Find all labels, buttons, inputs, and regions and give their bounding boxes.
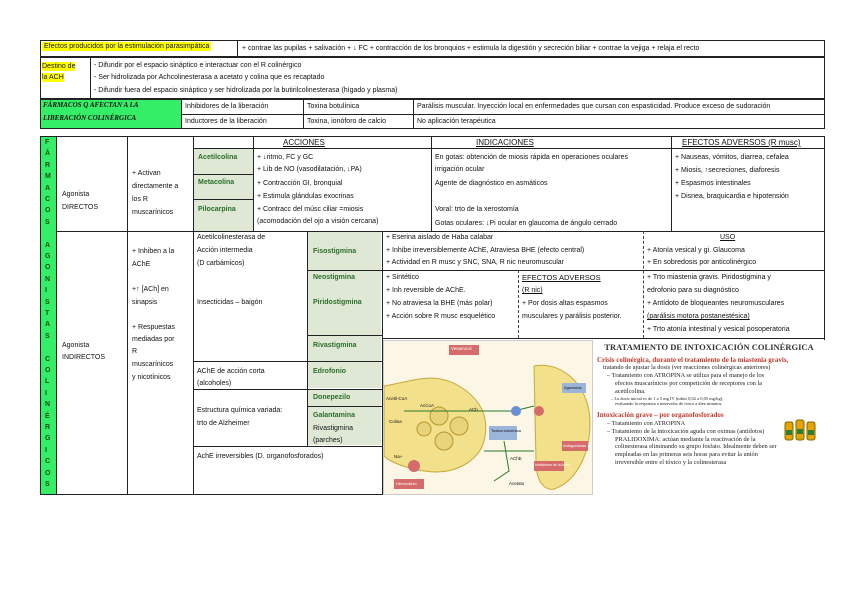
indicacion-3: Agente de diagnóstico en asmáticos <box>435 180 548 187</box>
diag-label-ach: ACh <box>469 407 478 412</box>
uso-fiso-1: + Atonía vesical y gi. Glaucoma <box>647 247 745 254</box>
tox-grave-1: – Tratamiento con ATROPINA <box>607 419 686 427</box>
vertical-letter: L <box>45 378 50 386</box>
neo-note-2: + Inh reversible de AChE. <box>386 287 466 294</box>
diag-label-inhibidores: Inhibidores de la AChE <box>535 463 571 467</box>
indirectos-mech-5: + Respuestas <box>132 324 175 331</box>
directos-mech-4: muscarínicos <box>132 209 174 216</box>
vertical-letter: A <box>45 241 51 249</box>
efectos-header: EFECTOS ADVERSOS (R musc) <box>682 138 801 147</box>
vertical-letter: F <box>45 139 50 146</box>
tox-grave-6: irreversible entre el tóxico y la colinesterasa <box>615 459 727 467</box>
vertical-letter: S <box>45 332 50 340</box>
destino-item-1: - Difundir por el espacio sináptico e interactuar con el R colinérgico <box>94 62 302 69</box>
vertical-letter: C <box>45 458 51 466</box>
neo-note-4: + Acción sobre R musc esquelético <box>386 313 496 320</box>
farmacos-label-2: LIBERACIÓN COLINÉRGICA <box>43 114 137 122</box>
inter-label-3: (D carbámicos) <box>197 260 245 267</box>
drug-acetilcolina: Acetilcolina <box>198 154 238 161</box>
vertical-letter: S <box>45 298 50 306</box>
ea-note-1: + Por dosis altas espasmos <box>522 300 608 307</box>
neo-uso-4: (parálisis motora postanestésica) <box>647 313 750 320</box>
tox-title: TRATAMIENTO DE INTOXICACIÓN COLINÉRGICA <box>604 342 814 352</box>
ea-sub: (R nic) <box>522 287 543 294</box>
fiso-note-2: + Inhibe irreversiblemente AChE, Atraviesa BHE (efecto central) <box>386 247 585 254</box>
efecto-3: + Espasmos intestinales <box>675 180 751 187</box>
indirectos-label-1: Agonista <box>62 342 90 349</box>
drug-donepezilo: Donepezilo <box>313 394 351 401</box>
vertical-letter: S <box>45 481 50 488</box>
drug-metacolina: Metacolina <box>198 179 235 186</box>
neo-note-1: + Sintético <box>386 274 419 281</box>
indirectos-mech-4: sinapsis <box>132 299 158 306</box>
tox-grave-5: empleadas en las primeras seis horas para evitar la unión <box>615 451 758 459</box>
farmacos-agent-1: Toxina botulínica <box>307 103 360 110</box>
indicacion-2: irrigación ocular <box>435 166 485 173</box>
uso-fiso-2: + En sobredosis por anticolinérgico <box>647 259 757 266</box>
indicacion-4: Voral: trto de la xerostomía <box>435 206 519 213</box>
vertical-letter: É <box>45 412 50 420</box>
destino-item-2: - Ser hidrolizada por Achcolinesterasa a acetato y colina que es recaptado <box>94 74 325 81</box>
alz-1: Estructura química variada: <box>197 407 283 414</box>
diag-label-na: Na+ <box>394 454 403 459</box>
tox-crisis-4: – La dosis inicial es de 1 a 5 mg IV (niños 0,02 a 0,05 mg/kg), <box>611 395 724 401</box>
neo-note-3: + No atraviesa la BHE (más polar) <box>386 300 493 307</box>
tox-crisis-2: efectos muscarínicos por competición de receptores con la <box>615 380 763 388</box>
tox-grave-title: Intoxicación grave – por organofosforados <box>597 411 724 420</box>
drug-piridostigmina: Piridostigmina <box>313 299 362 306</box>
drug-pilocarpina: Pilocarpina <box>198 206 236 213</box>
vertical-letter: S <box>45 218 50 226</box>
accion-2: + Lib de NO (vasodilatación, ↓PA) <box>257 166 362 173</box>
vertical-letter: R <box>45 161 51 169</box>
drug-neostigmina: Neostigmina <box>313 274 356 281</box>
efecto-1: + Nauseas, vómitos, diarrea, cefalea <box>675 154 789 161</box>
vertical-letter: A <box>45 321 51 329</box>
efecto-4: + Disnea, braquicardia e hipotensión <box>675 193 789 200</box>
tox-crisis-sub: tratando de ajustar la dosis (ver reacciones colinérgicas anteriores) <box>603 364 771 372</box>
diag-label-acetilcoa: Acetil-CoA <box>386 396 408 401</box>
irreversibles: AchE irreversibles (D. organofosforados) <box>197 453 324 460</box>
tox-grave-2: – Tratamiento de la intoxicación aguda con oximas (antídotos) <box>607 427 765 435</box>
vertical-letter: R <box>45 424 51 431</box>
corta-1: AChE de acción corta <box>197 368 265 375</box>
tox-grave-4: colinesterasa eliminando su grupo fosfato. Idealmente deben ser <box>615 443 777 451</box>
directos-mech-3: los R <box>132 196 148 203</box>
corta-2: (alcoholes) <box>197 380 232 387</box>
indirectos-label-2: INDIRECTOS <box>62 354 106 361</box>
tox-crisis-1: – Tratamiento con ATROPINA se utiliza para el manejo de los <box>607 372 765 380</box>
neo-uso-2: edrofonio para su diagnóstico <box>647 287 739 294</box>
destino-label-2: la ACH <box>42 74 64 81</box>
directos-label-2: DIRECTOS <box>62 204 99 211</box>
vertical-letter: I <box>45 287 47 295</box>
ea-header: EFECTOS ADVERSOS <box>522 273 601 282</box>
vertical-letter: O <box>45 469 51 477</box>
neo-uso-3: + Antídoto de bloqueantes neuromusculares <box>647 300 785 307</box>
fiso-note-1: + Eserina aislado de Haba calabar <box>386 234 494 241</box>
diag-label-agonistas: Agonistas <box>564 385 582 390</box>
diag-label-acetato: Acetato <box>509 481 525 486</box>
farmacos-agent-2: Toxina, ionóforo de calcio <box>307 118 386 125</box>
indirectos-mech-8: muscarínicos <box>132 361 174 368</box>
indirectos-mech-1: + Inhiben a la <box>132 248 175 255</box>
ea-note-2: musculares y parálisis posterior. <box>522 313 622 320</box>
indirectos-mech-9: y nicotínicos <box>132 374 171 381</box>
neo-uso-5: + Trto atonía intestinal y vesical posoperatoria <box>647 326 790 333</box>
acciones-header: ACCIONES <box>283 138 325 147</box>
tox-slide <box>593 340 825 495</box>
accion-3: + Contracción GI, bronquial <box>257 180 343 187</box>
ampoules-icon <box>783 418 823 442</box>
accion-1: + ↓ritmo, FC y GC <box>257 154 314 161</box>
farmacos-label-1: FÁRMACOS Q AFECTAN A LA <box>43 101 139 109</box>
destino-label-1: Destino de <box>42 63 76 70</box>
uso-header: USO <box>720 234 736 241</box>
inter-label-2: Acción intermedia <box>197 247 253 254</box>
parches: (parches) <box>313 437 343 444</box>
vertical-letter: O <box>45 264 51 272</box>
diag-label-ache: AChE <box>510 456 522 461</box>
indirectos-mech-7: R <box>132 348 138 355</box>
insecticidas: Insecticidas – baigón <box>197 299 263 306</box>
tox-crisis-3: acetilcolina. <box>615 387 646 395</box>
fiso-note-3: + Actividad en R musc y SNC, SNA, R nic neuromuscular <box>386 259 564 266</box>
vertical-letter: Á <box>45 150 51 158</box>
accion-5: + Contracc del músc ciliar =miosis <box>257 206 364 213</box>
vertical-letter: G <box>45 253 51 260</box>
header-effects: + contrae las pupilas + salivación + ↓ FC + contracción de los bronquios + estimula la digestión y secreción biliar + contrae la vejiga + relaja el recto <box>242 45 700 52</box>
vertical-letter: T <box>45 310 50 317</box>
drug-rivastigmina: Rivastigmina <box>313 342 357 349</box>
diag-label-accoa: AcCoA <box>420 403 435 408</box>
synapse-svg <box>384 341 593 495</box>
farmacos-type-1: Inhibidores de la liberación <box>185 103 269 110</box>
vertical-letter: I <box>45 446 47 454</box>
drug-galantamina: Galantamina <box>313 412 356 419</box>
directos-mech-2: directamente a <box>132 183 179 190</box>
directos-mech-1: + Activan <box>132 170 161 177</box>
inter-label-1: Acetilcolinesterasa de <box>197 234 266 241</box>
diag-label-toxina: Toxina botulínica <box>491 428 521 433</box>
neo-uso-1: + Trto miastenia gravis. Piridostigmina y <box>647 274 771 281</box>
farmacos-type-2: Inductores de la liberación <box>185 118 267 125</box>
indicacion-1: En gotas: obtención de miosis rápida en operaciones oculares <box>435 154 629 161</box>
indicacion-5: Gotas oculares: ↓Pi ocular en glaucoma de ángulo cerrado <box>435 220 618 227</box>
drug-edrofonio: Edrofonio <box>313 368 347 375</box>
drug-fisostigmina: Fisostigmina <box>313 248 357 255</box>
diag-label-colina: Colina <box>389 419 402 424</box>
indirectos-mech-6: mediadas por <box>132 336 175 343</box>
vertical-letter: I <box>45 389 47 397</box>
vertical-letter: C <box>45 196 51 203</box>
synapse-diagram <box>383 340 593 495</box>
accion-6: (acomodación del ojo a visión cercana) <box>257 218 379 225</box>
diag-label-hemicolinio: Hemicolinio <box>396 481 417 486</box>
vertical-letter: N <box>45 275 51 283</box>
header-title: Efectos producidos por la estimulación parasimpática <box>44 43 210 50</box>
farmacos-use-2: No aplicación terapéutica <box>417 118 496 125</box>
drug-rivastigmina-2: Rivastigmina <box>313 425 354 432</box>
indirectos-mech-3: +↑ [ACh] en <box>132 286 169 293</box>
diag-label-antagonistas: Antagonistas <box>563 443 587 448</box>
tox-grave-3: PRALIDOXIMA: actúan mediante la reactivación de la <box>615 435 756 443</box>
vertical-letter: A <box>45 184 51 192</box>
vertical-letter: G <box>45 435 51 443</box>
alz-2: trto de Alzheimer <box>197 420 250 427</box>
vertical-letter: M <box>45 173 51 181</box>
tox-crisis-title: Crisis colinérgica, durante el tratamiento de la miastenia gravis, <box>597 355 789 364</box>
diag-label-vesamicol: Vesamicol <box>451 346 472 351</box>
vertical-letter: O <box>45 367 51 374</box>
vertical-letter: C <box>45 355 51 363</box>
vertical-letter: O <box>45 207 51 215</box>
indicaciones-header: INDICACIONES <box>476 138 534 147</box>
vertical-letter: N <box>45 401 51 409</box>
efecto-2: + Miosis, ↑secreciones, diaforesis <box>675 167 780 174</box>
destino-item-3: - Difundir fuera del espacio sináptico y ser hidrolizada por la butirilcolinesterasa (hígado y plasma) <box>94 87 398 94</box>
tox-crisis-5: evaluando la respuesta a intervalos de cinco a diez minutos. <box>615 401 723 407</box>
accion-4: + Estimula glándulas exocrinas <box>257 193 354 200</box>
indirectos-mech-2: AChE <box>132 261 151 268</box>
directos-label-1: Agonista <box>62 191 90 198</box>
farmacos-use-1: Parálisis muscular. Inyección local en enfermedades que cursan con espasticidad. Produce exceso de sudoración <box>417 103 771 110</box>
